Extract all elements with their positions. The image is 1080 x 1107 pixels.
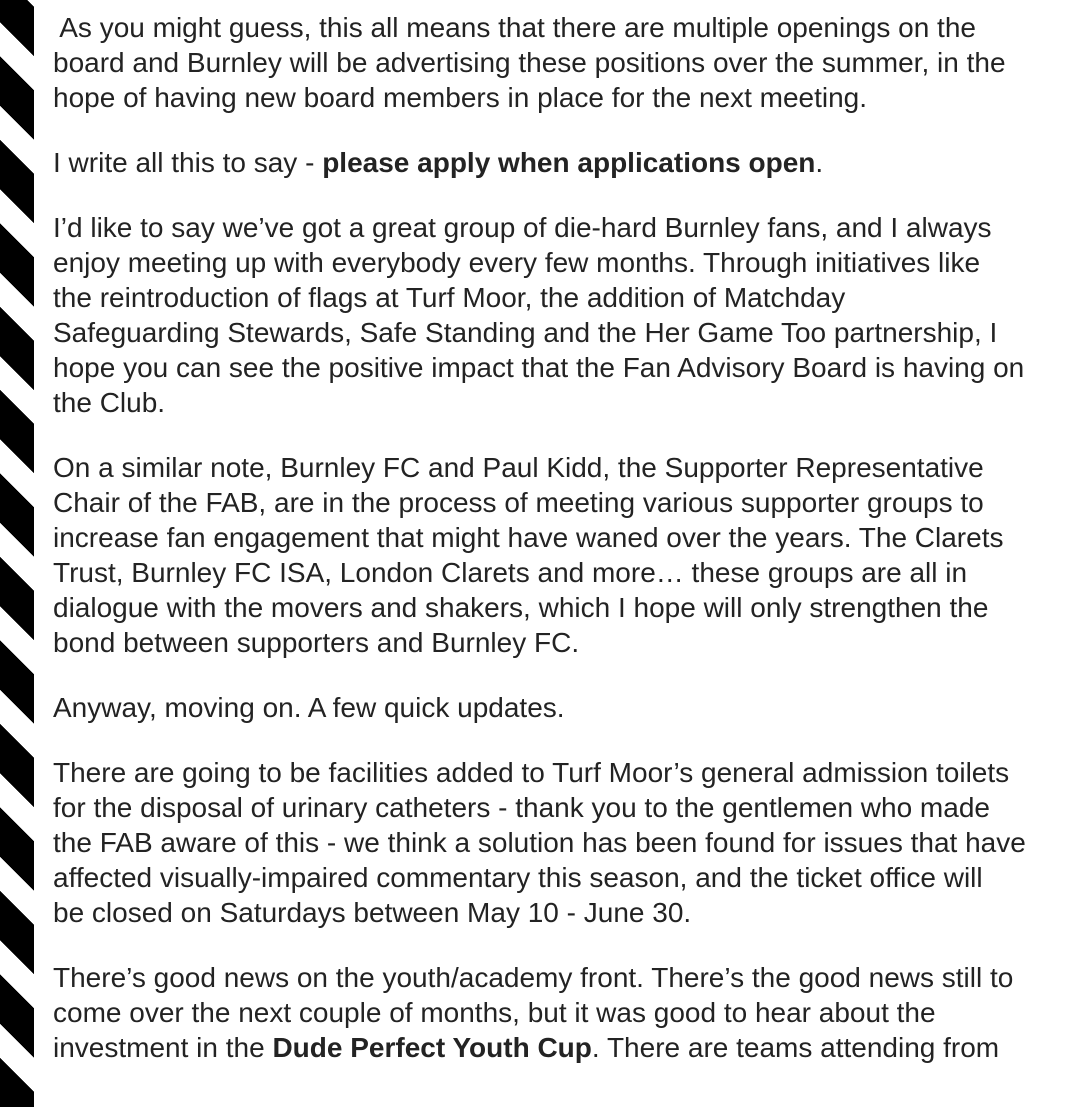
text-line (53, 860, 1072, 895)
text-line (53, 350, 1072, 385)
text-segment: As you might guess, this all means that there are multiple openings on the (53, 12, 976, 43)
text-line (53, 555, 1072, 590)
text-segment: the Club. (53, 387, 166, 418)
paragraph (53, 755, 1072, 930)
text-segment: affected visually-impaired commentary this season, and the ticket office will (53, 862, 983, 893)
bold-text-segment: Dude Perfect Youth Cup (272, 1032, 592, 1063)
text-line (53, 280, 1072, 315)
text-line (53, 485, 1072, 520)
paragraph (53, 10, 1072, 115)
text-line (53, 385, 1072, 420)
text-segment: bond between supporters and Burnley FC. (53, 627, 580, 658)
paragraph (53, 960, 1072, 1065)
text-line (53, 315, 1072, 350)
paragraph (53, 690, 1072, 725)
text-segment: for the disposal of urinary catheters - thank you to the gentlemen who made (53, 792, 990, 823)
text-segment: board and Burnley will be advertising these positions over the summer, in the (53, 47, 1006, 78)
text-segment: investment in the (53, 1032, 273, 1063)
text-segment: Chair of the FAB, are in the process of meeting various supporter groups to (53, 487, 984, 518)
text-line (53, 825, 1072, 860)
text-line (53, 590, 1072, 625)
text-segment: the reintroduction of flags at Turf Moor, the addition of Matchday (53, 282, 846, 313)
text-segment: Anyway, moving on. A few quick updates. (53, 692, 565, 723)
paragraph (53, 450, 1072, 660)
text-segment: enjoy meeting up with everybody every few months. Through initiatives like (53, 247, 981, 278)
text-segment: the FAB aware of this - we think a solution has been found for issues that have (53, 827, 1026, 858)
diagonal-stripes-left-border (0, 0, 34, 1107)
article-text (53, 10, 1072, 1065)
bold-text-segment: please apply when applications open (322, 147, 816, 178)
text-line (53, 690, 1072, 725)
paragraph (53, 145, 1072, 180)
text-line (53, 245, 1072, 280)
text-segment: hope you can see the positive impact that the Fan Advisory Board is having on (53, 352, 1025, 383)
text-segment: I write all this to say - (53, 147, 323, 178)
text-line (53, 520, 1072, 555)
text-segment: be closed on Saturdays between May 10 - June 30. (53, 897, 692, 928)
text-line (53, 625, 1072, 660)
text-line (53, 45, 1072, 80)
text-line (53, 210, 1072, 245)
text-line (53, 80, 1072, 115)
text-segment: There are going to be facilities added to Turf Moor’s general admission toilets (53, 757, 1010, 788)
text-line (53, 1030, 1072, 1065)
text-line (53, 755, 1072, 790)
text-line (53, 145, 1072, 180)
text-segment: . There are teams attending from (591, 1032, 1000, 1063)
text-line (53, 995, 1072, 1030)
text-segment: come over the next couple of months, but it was good to hear about the (53, 997, 936, 1028)
text-segment: I’d like to say we’ve got a great group of die-hard Burnley fans, and I always (53, 212, 992, 243)
text-segment: hope of having new board members in place for the next meeting. (53, 82, 868, 113)
text-segment: On a similar note, Burnley FC and Paul Kidd, the Supporter Representative (53, 452, 984, 483)
text-line (53, 960, 1072, 995)
text-line (53, 10, 1072, 45)
text-segment: . (815, 147, 824, 178)
text-line (53, 895, 1072, 930)
text-segment: increase fan engagement that might have waned over the years. The Clarets (53, 522, 1004, 553)
text-segment: Trust, Burnley FC ISA, London Clarets and more… these groups are all in (53, 557, 968, 588)
text-line (53, 790, 1072, 825)
text-segment: dialogue with the movers and shakers, which I hope will only strengthen the (53, 592, 989, 623)
text-segment: Safeguarding Stewards, Safe Standing and the Her Game Too partnership, I (53, 317, 998, 348)
paragraph (53, 210, 1072, 420)
text-line (53, 450, 1072, 485)
text-segment: There’s good news on the youth/academy front. There’s the good news still to (53, 962, 1014, 993)
